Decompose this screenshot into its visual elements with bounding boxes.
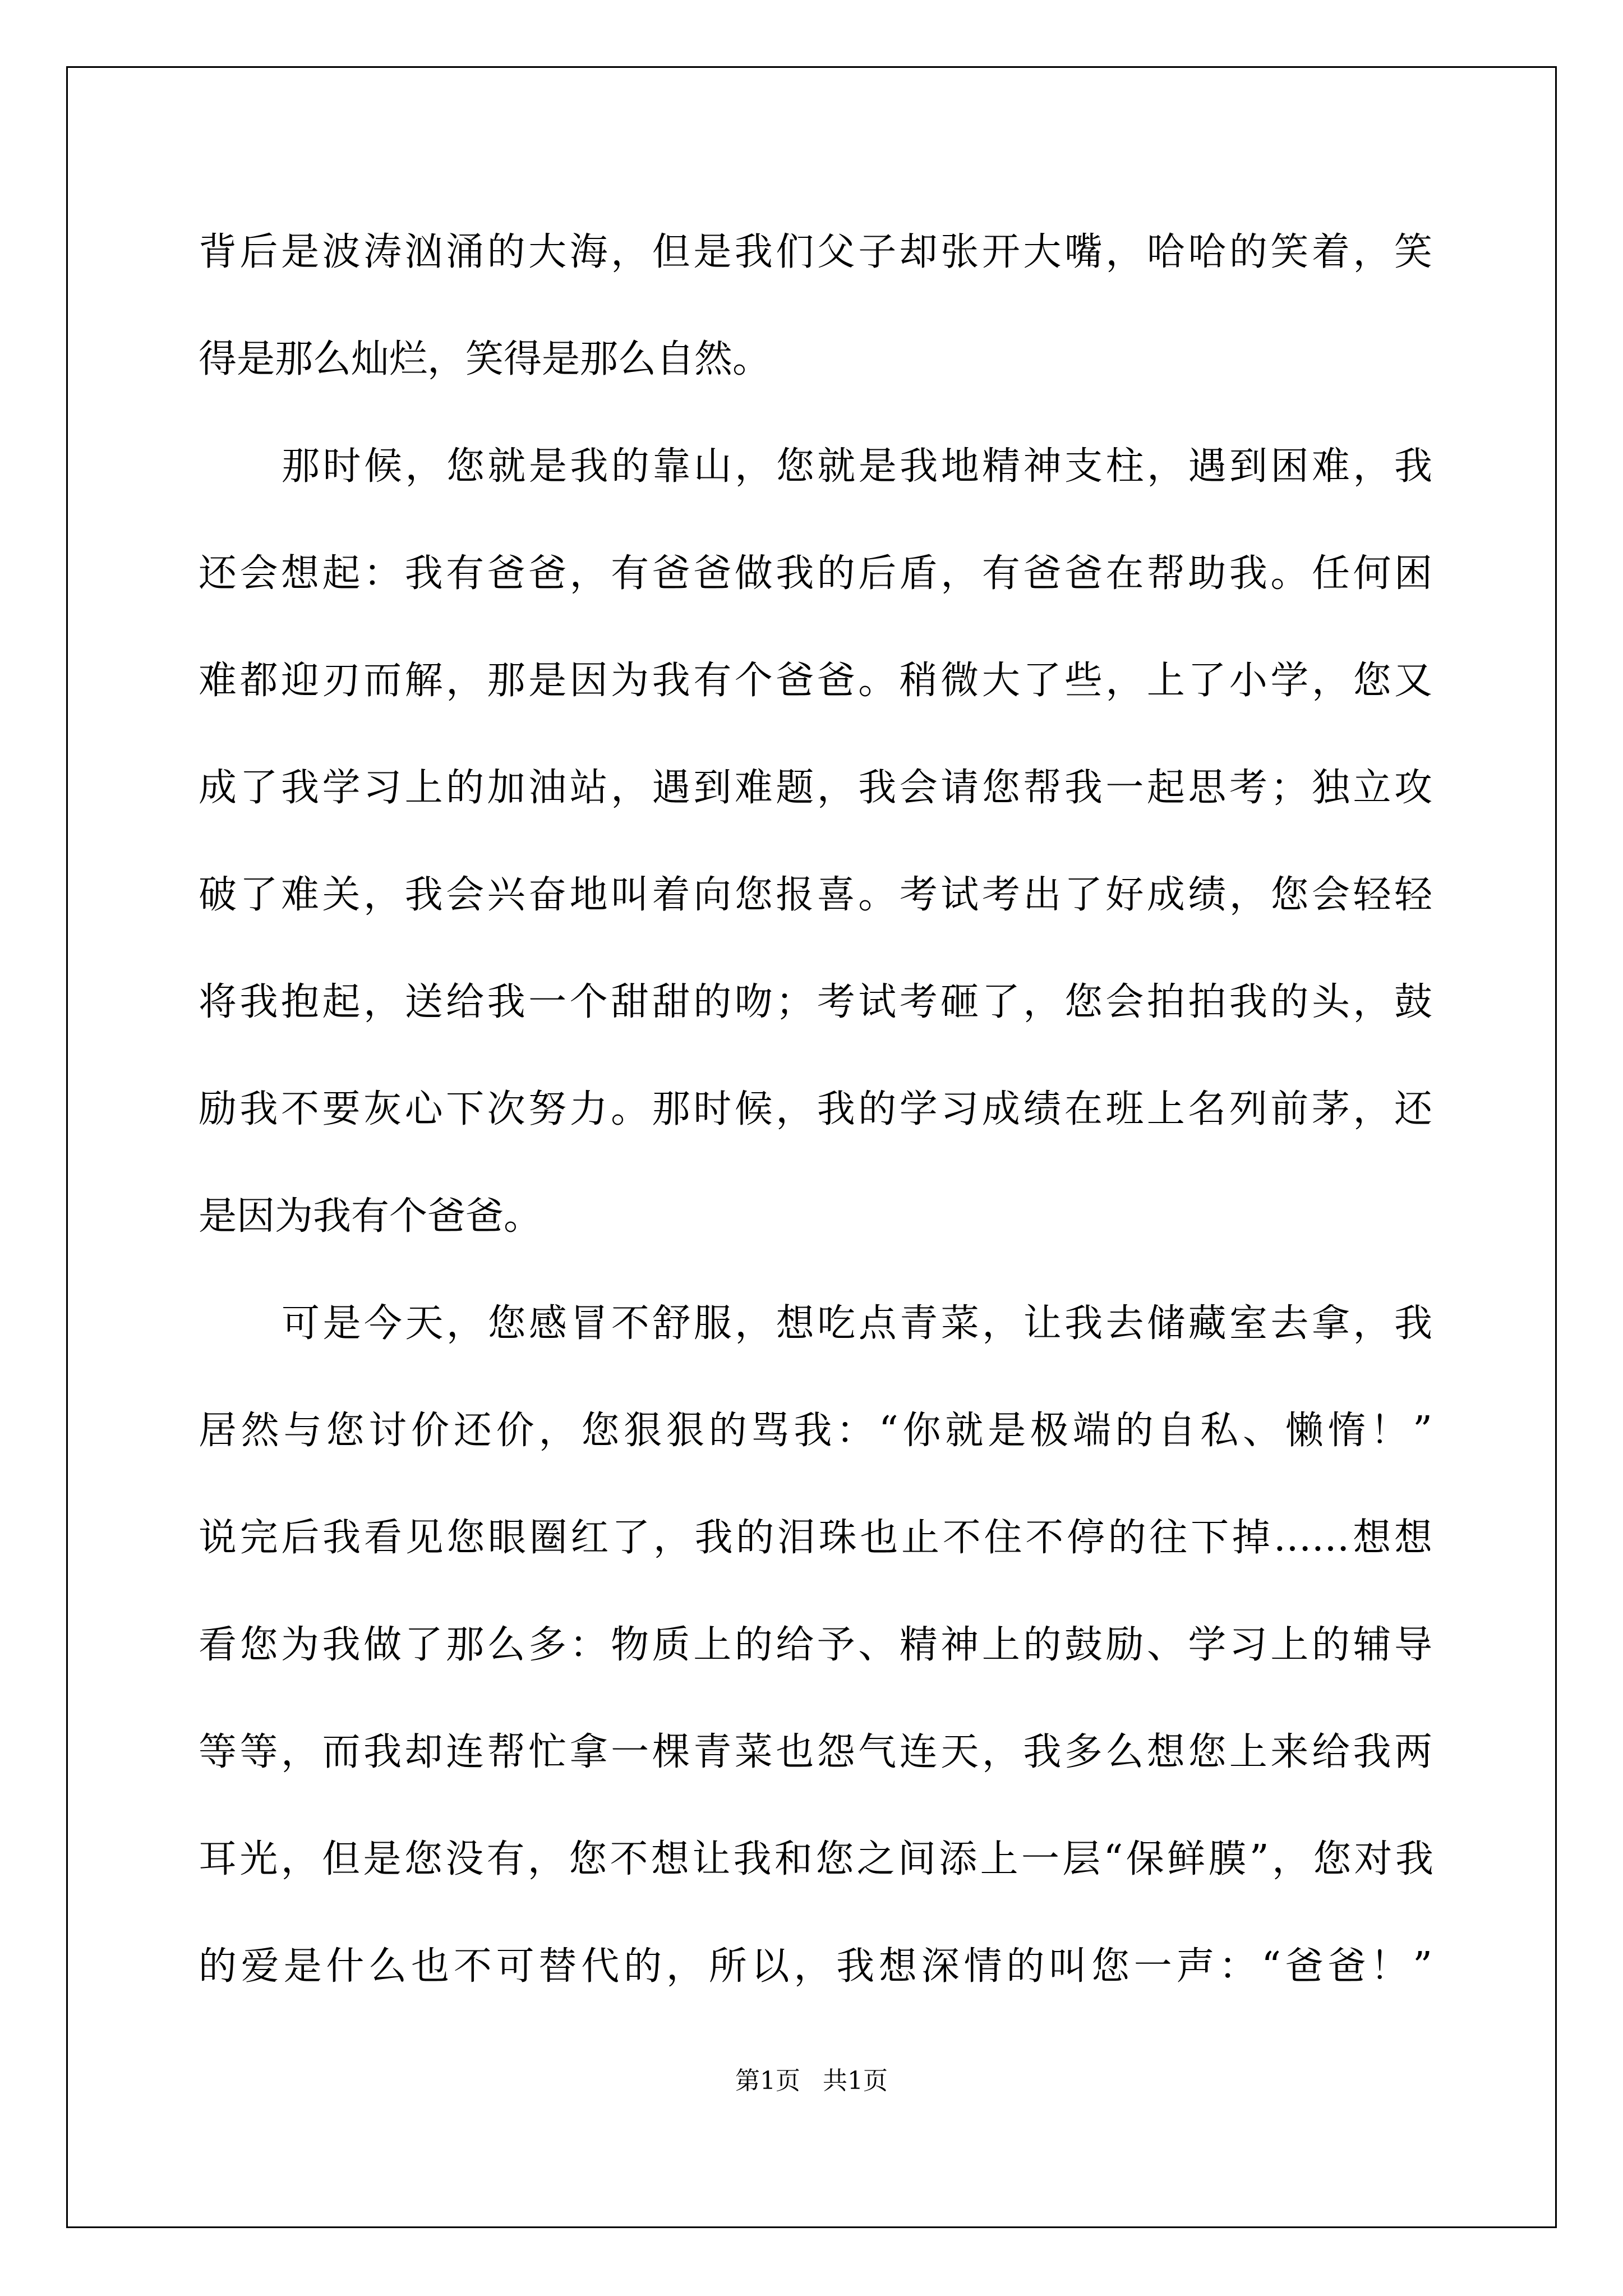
page-footer xyxy=(0,2064,1623,2098)
text-line: 等等，而我却连帮忙拿一棵青菜也怨气连天，我多么想您上来给我两 xyxy=(199,1730,1432,1774)
text-line: 耳光，但是您没有，您不想让我和您之间添上一层“保鲜膜”，您对我 xyxy=(199,1837,1432,1881)
text-line: 的爱是什么也不可替代的，所以，我想深情的叫您一声：“爸爸！” xyxy=(199,1944,1432,1989)
text-line: 看您为我做了那么多：物质上的给予、精神上的鼓励、学习上的辅导 xyxy=(199,1623,1432,1667)
text-line: 居然与您讨价还价，您狠狠的骂我：“你就是极端的自私、懒惰！” xyxy=(199,1409,1432,1453)
text-line: 得是那么灿烂，笑得是那么自然。 xyxy=(199,337,771,381)
text-line: 励我不要灰心下次努力。那时候，我的学习成绩在班上名列前茅，还 xyxy=(199,1087,1432,1131)
paragraph-first-line: 可是今天，您感冒不舒服，想吃点青菜，让我去储藏室去拿，我 xyxy=(282,1301,1432,1346)
text-line: 将我抱起，送给我一个甜甜的吻；考试考砸了，您会拍拍我的头，鼓 xyxy=(199,980,1432,1024)
paragraph-first-line: 那时候，您就是我的靠山，您就是我地精神支柱，遇到困难，我 xyxy=(282,444,1432,489)
text-line: 难都迎刃而解，那是因为我有个爸爸。稍微大了些，上了小学，您又 xyxy=(199,659,1432,703)
text-line: 破了难关，我会兴奋地叫着向您报喜。考试考出了好成绩，您会轻轻 xyxy=(199,873,1432,917)
text-line: 是因为我有个爸爸。 xyxy=(199,1194,542,1239)
page-total: 共1页 xyxy=(823,2067,888,2095)
page-number: 第1页 xyxy=(735,2067,800,2095)
text-line: 背后是波涛汹涌的大海，但是我们父子却张开大嘴，哈哈的笑着，笑 xyxy=(199,230,1432,274)
document-body xyxy=(199,219,1432,2040)
text-line: 还会想起：我有爸爸，有爸爸做我的后盾，有爸爸在帮助我。任何困 xyxy=(199,551,1432,596)
text-line: 成了我学习上的加油站，遇到难题，我会请您帮我一起思考；独立攻 xyxy=(199,766,1432,810)
text-line: 说完后我看见您眼圈红了，我的泪珠也止不住不停的往下掉……想想 xyxy=(199,1516,1432,1560)
